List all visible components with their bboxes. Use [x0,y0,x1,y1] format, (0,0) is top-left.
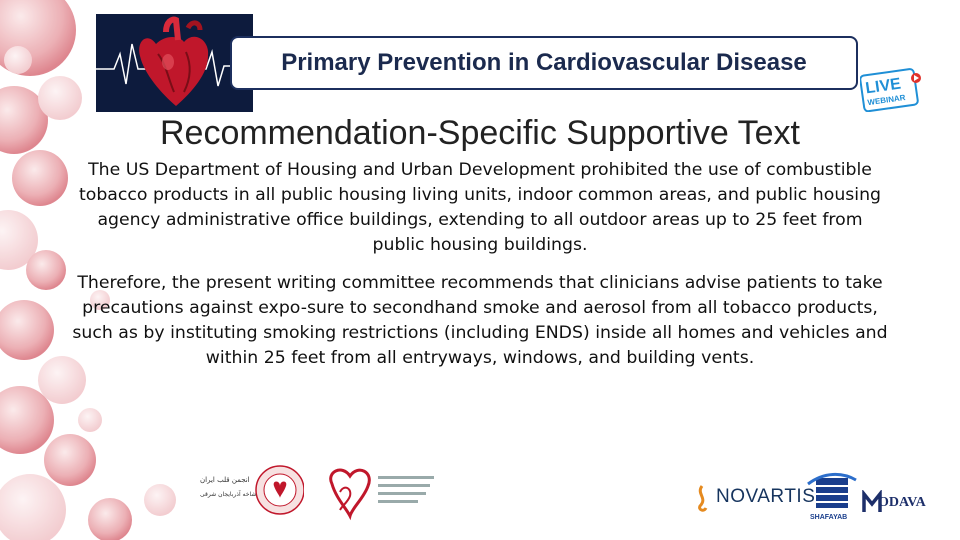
society-name-line-2: شاخه آذربایجان شرقی [200,491,257,498]
supportive-text-paragraph-2: Therefore, the present writing committee recommends that clinicians advise patients to take precautions against expo-sure to secondhand smoke and aerosol from all tobacco products, such as by instituting smoking restrictions (including ENDS) inside all homes and vehicles and within 25 feet from all entryways, windows, and building vents. [72,273,888,368]
live-webinar-icon [860,68,922,112]
badge-webinar-text: WEBINAR [866,92,907,108]
slide-heading: Recommendation-Specific Supportive Text [159,114,801,152]
badge-live-text: LIVE [864,75,903,98]
modava-logo-text: ODAVA [878,495,926,510]
novartis-flame-icon [692,484,712,514]
shafayab-logo [806,470,858,514]
header-title-box [230,36,858,90]
supportive-text-paragraph-1: The US Department of Housing and Urban Development prohibited the use of combustible tobacco products in all public housing living units, indoor common areas, and public housing agency administrative office buildings, extending to all outdoor areas up to 25 feet from public housing buildings. [78,160,882,255]
society-name-line-1: انجمن قلب ایران [200,476,250,484]
shafayab-logo-text: SHAFAYAB [810,514,848,521]
cardiovascular-research-center-logo [322,462,440,522]
header-title: Primary Prevention in Cardiovascular Disease [281,49,807,76]
heart-anatomy-icon [139,20,208,107]
iranian-heart-association-logo [196,460,304,522]
novartis-logo-text: NOVARTIS [716,486,816,507]
